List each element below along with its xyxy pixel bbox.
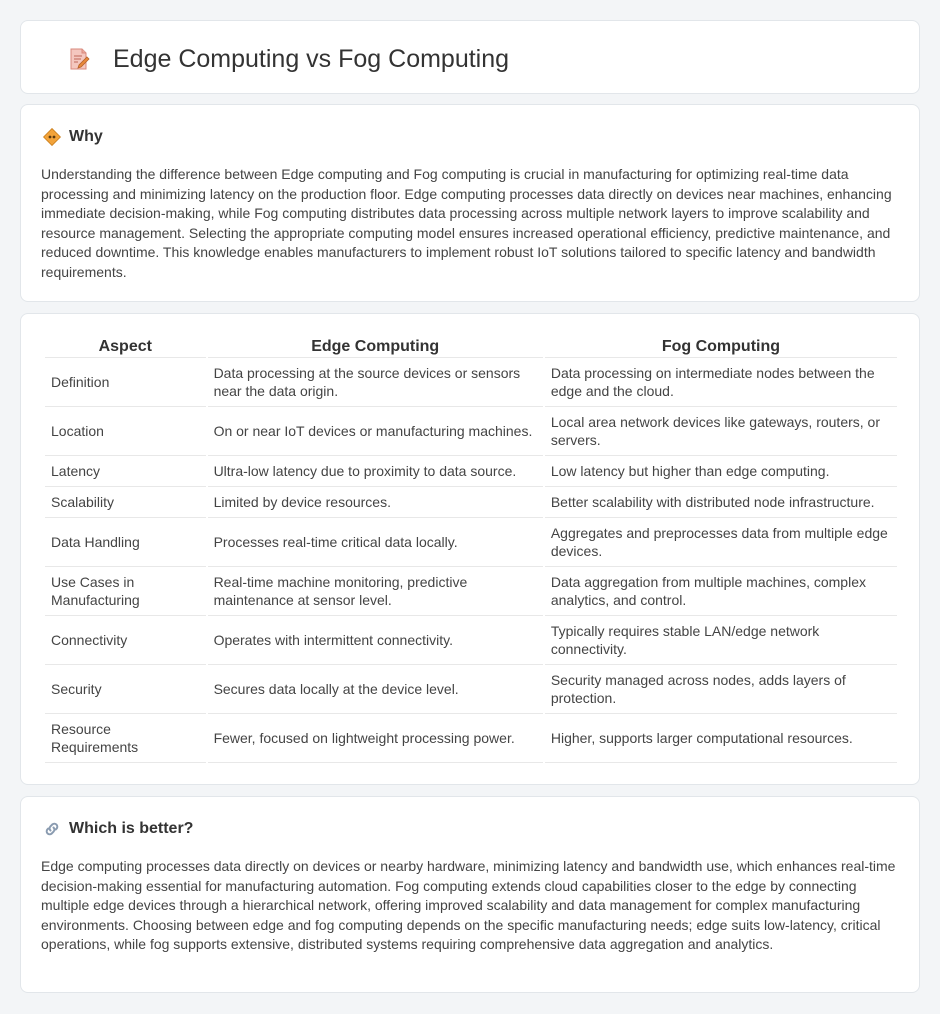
table-row [45, 665, 897, 714]
title-card [20, 20, 920, 94]
aspect-cell: Connectivity [45, 616, 206, 665]
table-row [45, 714, 897, 763]
edge-cell: Limited by device resources. [208, 487, 543, 518]
why-heading-row [43, 127, 103, 147]
fog-cell: Higher, supports larger computational resources. [545, 714, 897, 763]
aspect-cell: Resource Requirements [45, 714, 206, 763]
comparison-table [43, 336, 899, 763]
fog-cell: Data aggregation from multiple machines, complex analytics, and control. [545, 567, 897, 616]
table-row [45, 456, 897, 487]
column-header-fog: Fog Computing [545, 336, 897, 358]
aspect-cell: Scalability [45, 487, 206, 518]
fog-cell: Aggregates and preprocesses data from multiple edge devices. [545, 518, 897, 567]
why-text: Understanding the difference between Edge computing and Fog computing is crucial in manufacturing for optimizing real-time data processing and minimizing latency on the production floor. Edge computing processes data directly on devices near machines, enhancing immediate decision-making, while Fog computing distributes data processing across multiple network layers to improve scalability and resource management. Selecting the appropriate computing model ensures increased operational efficiency, predictive maintenance, and reduced downtime. This knowledge enables manufacturers to implement robust IoT solutions tailored to specific latency and bandwidth requirements. [41, 166, 892, 280]
aspect-cell: Latency [45, 456, 206, 487]
diamond-sign-icon [43, 128, 61, 146]
edge-cell: Ultra-low latency due to proximity to data source. [208, 456, 543, 487]
fog-cell: Typically requires stable LAN/edge network connectivity. [545, 616, 897, 665]
better-heading-row [43, 819, 193, 839]
column-header-edge: Edge Computing [208, 336, 543, 358]
edge-cell: Processes real-time critical data locally. [208, 518, 543, 567]
table-row [45, 518, 897, 567]
page-title: Edge Computing vs Fog Computing [113, 45, 510, 73]
aspect-cell: Location [45, 407, 206, 456]
edge-cell: Real-time machine monitoring, predictive maintenance at sensor level. [208, 567, 543, 616]
edge-cell: Fewer, focused on lightweight processing power. [208, 714, 543, 763]
table-row [45, 358, 897, 407]
edge-cell: Operates with intermittent connectivity. [208, 616, 543, 665]
edge-cell: Secures data locally at the device level. [208, 665, 543, 714]
fog-cell: Local area network devices like gateways, routers, or servers. [545, 407, 897, 456]
aspect-cell: Definition [45, 358, 206, 407]
better-heading: Which is better? [69, 820, 194, 837]
fog-cell: Security managed across nodes, adds layers of protection. [545, 665, 897, 714]
aspect-cell: Use Cases in Manufacturing [45, 567, 206, 616]
edge-cell: Data processing at the source devices or sensors near the data origin. [208, 358, 543, 407]
table-row [45, 567, 897, 616]
fog-cell: Better scalability with distributed node infrastructure. [545, 487, 897, 518]
column-header-aspect: Aspect [45, 336, 206, 358]
fog-cell: Low latency but higher than edge computing. [545, 456, 897, 487]
table-header-row [45, 336, 897, 358]
why-section [20, 104, 920, 302]
aspect-cell: Security [45, 665, 206, 714]
edge-cell: On or near IoT devices or manufacturing machines. [208, 407, 543, 456]
document-pencil-icon [67, 47, 91, 71]
table-row [45, 616, 897, 665]
comparison-table-card [20, 313, 920, 785]
link-icon [43, 820, 61, 838]
table-row [45, 407, 897, 456]
table-row [45, 487, 897, 518]
better-text: Edge computing processes data directly on devices or nearby hardware, minimizing latency and bandwidth use, which enhances real-time decision-making essential for manufacturing automation. Fog computing extends cloud capabilities closer to the edge by connecting multiple edge devices through a hierarchical network, offering improved scalability and data management for complex manufacturing environments. Choosing between edge and fog computing depends on the specific manufacturing needs; edge suits low-latency, critical operations, while fog supports extensive, distributed systems requiring comprehensive data aggregation and analytics. [41, 858, 896, 952]
fog-cell: Data processing on intermediate nodes between the edge and the cloud. [545, 358, 897, 407]
why-heading: Why [69, 128, 103, 145]
aspect-cell: Data Handling [45, 518, 206, 567]
which-is-better-section [20, 796, 920, 993]
